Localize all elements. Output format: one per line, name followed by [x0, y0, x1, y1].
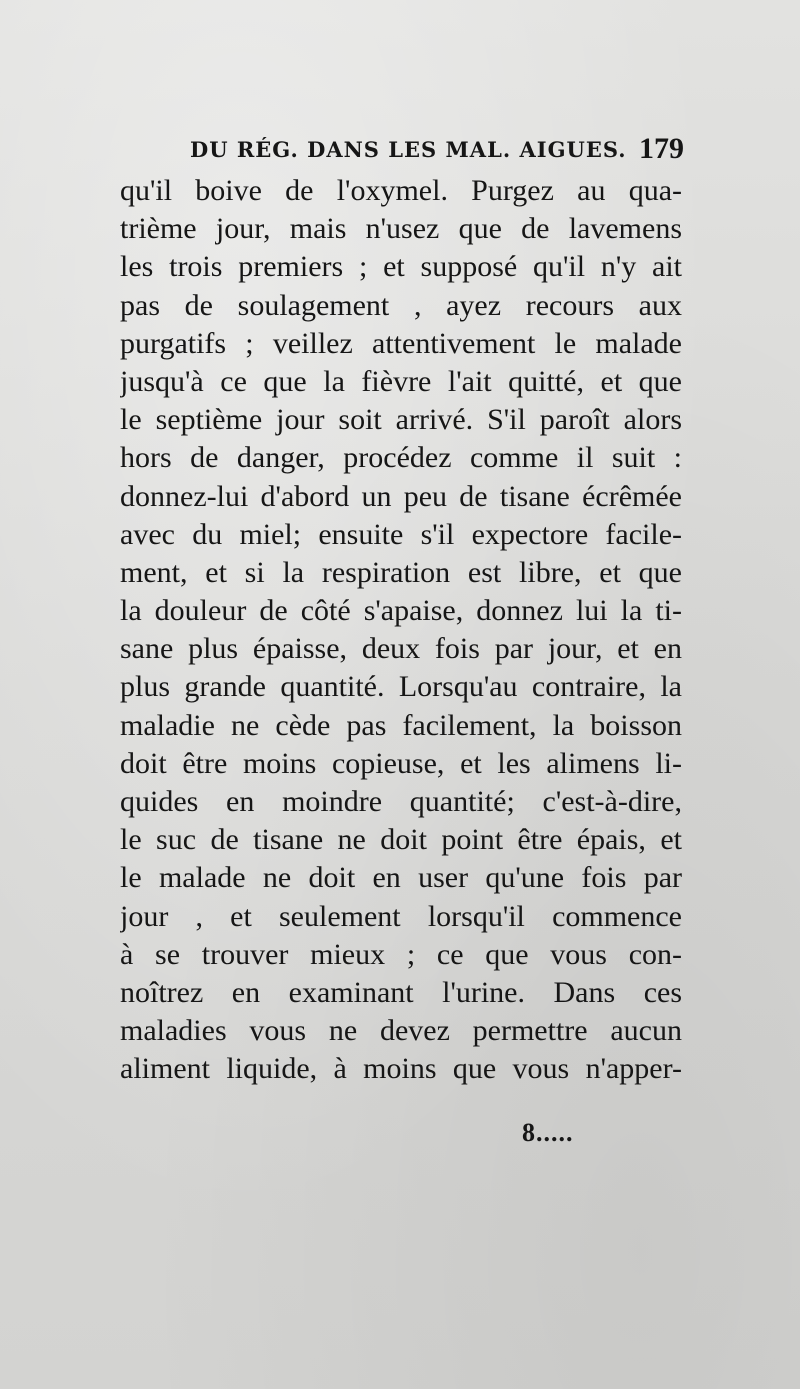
text-line: maladies vous ne devez permettre aucun [120, 1014, 682, 1048]
page-number: 179 [639, 132, 684, 165]
text-line: pas de soulagement , ayez recours aux [120, 288, 682, 322]
text-line: le suc de tisane ne doit point être épais, et [120, 823, 682, 857]
text-line: plus grande quantité. Lorsqu'au contraire, la [120, 670, 682, 704]
text-line: à se trouver mieux ; ce que vous con- [120, 937, 682, 971]
text-line: jour , et seulement lorsqu'il commence [120, 899, 682, 933]
text-line: les trois premiers ; et supposé qu'il n'y ait [120, 250, 682, 284]
text-line: donnez-lui d'abord un peu de tisane écrêmée [120, 479, 682, 513]
text-line: maladie ne cède pas facilement, la boisson [120, 708, 682, 742]
text-line: le malade ne doit en user qu'une fois par [120, 861, 682, 895]
text-line: noîtrez en examinant l'urine. Dans ces [120, 975, 682, 1009]
running-head [118, 128, 684, 170]
text-line: quides en moindre quantité; c'est-à-dire, [120, 785, 682, 818]
catchword: 8..... [522, 1118, 574, 1147]
text-line: qu'il boive de l'oxymel. Purgez au qua- [120, 174, 682, 207]
text-line: jusqu'à ce que la fièvre l'ait quitté, et que [120, 364, 682, 398]
text-line: purgatifs ; veillez attentivement le malade [120, 326, 682, 360]
body-text [120, 172, 682, 1089]
text-line: la douleur de côté s'apaise, donnez lui la ti- [120, 594, 682, 628]
text-line: trième jour, mais n'usez que de lavemens [120, 212, 682, 246]
running-title: DU RÉG. DANS LES MAL. AIGUES. [190, 136, 627, 162]
text-line: ment, et si la respiration est libre, et que [120, 555, 682, 589]
text-line: aliment liquide, à moins que vous n'apper- [120, 1052, 682, 1086]
text-line: sane plus épaisse, deux fois par jour, et en [120, 632, 682, 666]
text-line: doit être moins copieuse, et les alimens li- [120, 746, 682, 780]
text-line: avec du miel; ensuite s'il expectore facile- [120, 517, 682, 551]
text-line: le septième jour soit arrivé. S'il paroît alors [120, 403, 682, 437]
text-line: hors de danger, procédez comme il suit : [120, 441, 682, 475]
